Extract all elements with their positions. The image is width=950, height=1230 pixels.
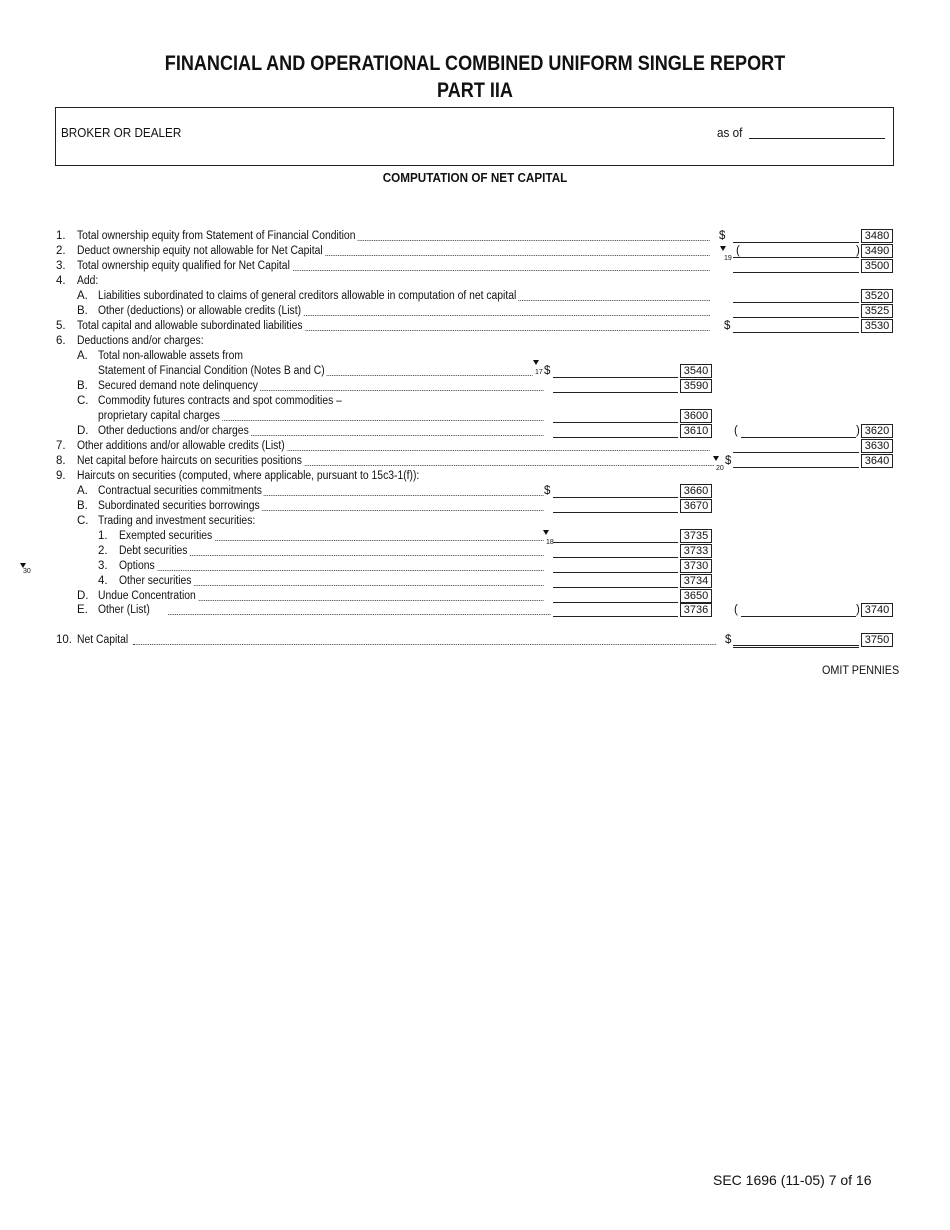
line-letter: 3.	[98, 560, 108, 572]
line-6a-cont	[0, 364, 950, 379]
dot-leader	[168, 603, 551, 618]
code-box: 3525	[861, 304, 893, 318]
line-label: Net capital before haircuts on securities positions	[77, 455, 302, 467]
note-number: 17	[535, 369, 543, 376]
line-number: 2.	[56, 245, 66, 257]
line-label: Exempted securities	[119, 530, 213, 542]
line-letter: A.	[77, 485, 88, 497]
line-label: Statement of Financial Condition (Notes B and C)	[98, 365, 325, 377]
line-label: Commodity futures contracts and spot commodities –	[98, 395, 342, 407]
line-9b	[0, 499, 950, 514]
amount-field-3525[interactable]	[733, 317, 859, 318]
amount-field-3640[interactable]	[733, 467, 859, 468]
line-number: 6.	[56, 335, 66, 347]
line-label: proprietary capital charges	[98, 410, 220, 422]
line-label: Other securities	[119, 575, 192, 587]
form-title: FINANCIAL AND OPERATIONAL COMBINED UNIFORM SINGLE REPORT	[164, 52, 786, 75]
line-number: 5.	[56, 320, 66, 332]
note-number: 30	[23, 568, 31, 575]
note-number: 19	[724, 255, 732, 262]
close-paren: )	[856, 604, 860, 616]
line-7	[0, 439, 950, 454]
amount-field-3740[interactable]	[741, 616, 856, 617]
line-6	[0, 334, 950, 349]
as-of-field[interactable]	[749, 138, 885, 139]
note-number: 20	[716, 465, 724, 472]
broker-dealer-box	[55, 107, 894, 166]
line-number: 1.	[56, 230, 66, 242]
code-box: 3650	[680, 589, 712, 603]
line-number: 10.	[56, 634, 72, 646]
amount-field-3610[interactable]	[553, 437, 678, 438]
amount-field-3530[interactable]	[733, 332, 859, 333]
amount-field-3600[interactable]	[553, 422, 678, 423]
amount-field-3733[interactable]	[553, 557, 678, 558]
line-letter: C.	[77, 395, 89, 407]
amount-field-3590[interactable]	[553, 392, 678, 393]
code-box: 3530	[861, 319, 893, 333]
amount-field-3734[interactable]	[553, 587, 678, 588]
open-paren: (	[736, 245, 740, 257]
line-letter: D.	[77, 590, 89, 602]
amount-field-3660[interactable]	[553, 497, 678, 498]
code-box: 3740	[861, 603, 893, 617]
as-of-label: as of	[717, 125, 743, 140]
code-box: 3500	[861, 259, 893, 273]
line-9a	[0, 484, 950, 499]
line-letter: A.	[77, 350, 88, 362]
line-8	[0, 454, 950, 472]
line-6b	[0, 379, 950, 394]
line-label: Total capital and allowable subordinated liabilities	[77, 320, 303, 332]
line-label: Options	[119, 560, 155, 572]
dollar-sign: $	[725, 634, 732, 646]
line-letter: C.	[77, 515, 89, 527]
line-number: 4.	[56, 275, 66, 287]
line-9d	[0, 589, 950, 604]
line-label: Other additions and/or allowable credits (List)	[77, 440, 285, 452]
code-box: 3670	[680, 499, 712, 513]
dollar-sign: $	[725, 455, 732, 467]
form-subtitle: PART IIA	[437, 79, 513, 102]
code-box: 3600	[680, 409, 712, 423]
line-5	[0, 319, 950, 334]
code-box: 3734	[680, 574, 712, 588]
amount-field-3620[interactable]	[741, 437, 856, 438]
code-box: 3590	[680, 379, 712, 393]
amount-field-3480[interactable]	[733, 242, 859, 243]
close-paren: )	[856, 425, 860, 437]
code-box: 3610	[680, 424, 712, 438]
line-9	[0, 469, 950, 484]
amount-field-3736[interactable]	[553, 616, 678, 617]
code-box: 3540	[680, 364, 712, 378]
code-box: 3640	[861, 454, 893, 468]
line-9c1	[0, 529, 950, 544]
note-number: 18	[546, 539, 554, 546]
line-6c	[0, 394, 950, 409]
code-box: 3490	[861, 244, 893, 258]
line-number: 9.	[56, 470, 66, 482]
line-letter: 2.	[98, 545, 108, 557]
line-9e	[0, 603, 950, 618]
line-4	[0, 274, 950, 289]
line-label: Deductions and/or charges:	[77, 335, 204, 347]
line-6c-cont	[0, 409, 950, 424]
line-label: Total ownership equity from Statement of Financial Condition	[77, 230, 356, 242]
close-paren: )	[856, 245, 860, 257]
line-label: Other (deductions) or allowable credits (List)	[98, 305, 302, 317]
code-box: 3736	[680, 603, 712, 617]
code-box: 3733	[680, 544, 712, 558]
line-9c4	[0, 574, 950, 589]
amount-field-3490[interactable]	[733, 257, 859, 258]
dollar-sign: $	[724, 320, 731, 332]
code-box: 3735	[680, 529, 712, 543]
line-9c	[0, 514, 950, 529]
section-title: COMPUTATION OF NET CAPITAL	[382, 170, 568, 185]
line-label: Net Capital	[77, 634, 129, 646]
amount-field-3750[interactable]	[733, 645, 859, 648]
line-6d	[0, 424, 950, 439]
line-2	[0, 244, 950, 262]
code-box: 3620	[861, 424, 893, 438]
line-4a	[0, 289, 950, 304]
code-box: 3750	[861, 633, 893, 647]
amount-field-3735[interactable]	[553, 542, 678, 543]
line-label: Contractual securities commitments	[98, 485, 262, 497]
line-letter: B.	[77, 380, 88, 392]
line-3	[0, 259, 950, 274]
code-box: 3630	[861, 439, 893, 453]
amount-field-3670[interactable]	[553, 512, 678, 513]
line-letter: 1.	[98, 530, 108, 542]
line-9c3	[0, 559, 950, 574]
line-9c2	[0, 544, 950, 559]
line-label: Total non-allowable assets from	[98, 350, 243, 362]
line-label: Add:	[77, 275, 99, 287]
line-letter: E.	[77, 604, 88, 616]
dollar-sign: $	[544, 485, 551, 497]
amount-field-3520[interactable]	[733, 302, 859, 303]
line-1	[0, 229, 950, 244]
line-label: Other deductions and/or charges	[98, 425, 249, 437]
dollar-sign: $	[719, 230, 726, 242]
line-letter: 4.	[98, 575, 108, 587]
amount-field-3730[interactable]	[553, 572, 678, 573]
page-footer: SEC 1696 (11-05) 7 of 16	[713, 1172, 872, 1188]
line-6a	[0, 349, 950, 364]
broker-dealer-label: BROKER OR DEALER	[61, 125, 182, 140]
line-label: Haircuts on securities (computed, where applicable, pursuant to 15c3-1(f)):	[77, 470, 420, 482]
line-label: Undue Concentration	[98, 590, 196, 602]
line-letter: A.	[77, 290, 88, 302]
line-number: 8.	[56, 455, 66, 467]
amount-field-3500[interactable]	[733, 272, 859, 273]
line-label: Secured demand note delinquency	[98, 380, 258, 392]
line-number: 7.	[56, 440, 66, 452]
line-label: Deduct ownership equity not allowable for Net Capital	[77, 245, 323, 257]
code-box: 3730	[680, 559, 712, 573]
line-label: Debt securities	[119, 545, 188, 557]
line-10	[0, 633, 950, 648]
line-letter: B.	[77, 305, 88, 317]
line-label: Total ownership equity qualified for Net Capital	[77, 260, 290, 272]
code-box: 3520	[861, 289, 893, 303]
line-4b	[0, 304, 950, 319]
omit-pennies-note: OMIT PENNIES	[822, 663, 900, 677]
line-letter: D.	[77, 425, 89, 437]
code-box: 3480	[861, 229, 893, 243]
dollar-sign: $	[544, 365, 551, 377]
amount-field-3540[interactable]	[553, 377, 678, 378]
open-paren: (	[734, 425, 738, 437]
line-number: 3.	[56, 260, 66, 272]
dot-leader	[133, 633, 716, 648]
line-label: Liabilities subordinated to claims of general creditors allowable in computation of net capital	[98, 290, 517, 302]
line-label: Other (List)	[98, 604, 150, 616]
code-box: 3660	[680, 484, 712, 498]
line-letter: B.	[77, 500, 88, 512]
open-paren: (	[734, 604, 738, 616]
amount-field-3630[interactable]	[733, 452, 859, 453]
line-label: Trading and investment securities:	[98, 515, 256, 527]
line-label: Subordinated securities borrowings	[98, 500, 260, 512]
